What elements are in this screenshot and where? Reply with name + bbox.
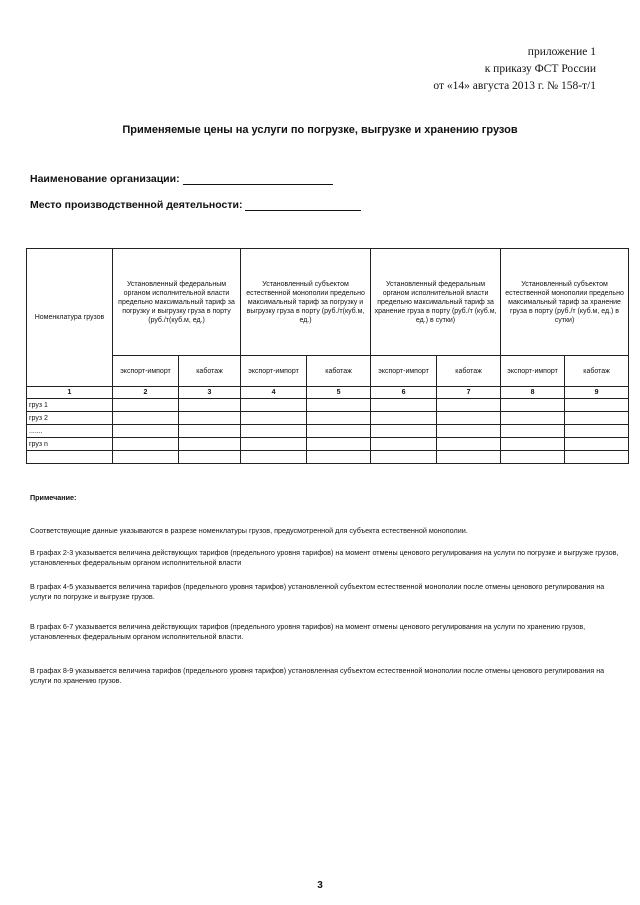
table-cell <box>371 399 437 412</box>
table-cell <box>371 425 437 438</box>
table-cell <box>565 451 629 464</box>
appendix-line-3: от «14» августа 2013 г. № 158-т/1 <box>433 80 596 92</box>
subheader-cabotage: каботаж <box>437 356 501 387</box>
column-number: 5 <box>307 387 371 399</box>
table-cell <box>241 438 307 451</box>
table-cell <box>371 412 437 425</box>
table-cell <box>179 399 241 412</box>
appendix-line-2: к приказу ФСТ России <box>484 63 596 75</box>
column-number: 9 <box>565 387 629 399</box>
table-cell <box>501 425 565 438</box>
table-cell <box>437 399 501 412</box>
table-cell <box>307 438 371 451</box>
document-title: Применяемые цены на услуги по погрузке, выгрузке и хранению грузов <box>122 124 518 136</box>
table-cell <box>241 451 307 464</box>
appendix-line-1: приложение 1 <box>527 46 596 58</box>
place-blank-line <box>245 198 361 211</box>
table-row <box>27 438 629 451</box>
column-number-row <box>27 387 629 399</box>
table-cell <box>179 425 241 438</box>
note-item <box>30 622 625 642</box>
column-number: 4 <box>241 387 307 399</box>
note-item <box>30 666 625 686</box>
table-cell <box>565 438 629 451</box>
table-cell <box>307 412 371 425</box>
table-cell <box>241 425 307 438</box>
notes-title: Примечание: <box>30 493 77 502</box>
subheader-cabotage: каботаж <box>307 356 371 387</box>
table-cell <box>501 399 565 412</box>
note-item <box>30 548 625 568</box>
subheader-export: экспорт-импорт <box>371 356 437 387</box>
row-label: ....... <box>27 425 113 438</box>
column-number: 6 <box>371 387 437 399</box>
table-cell <box>501 438 565 451</box>
table-cell <box>113 438 179 451</box>
table-cell <box>113 451 179 464</box>
table-row <box>27 425 629 438</box>
row-label: груз n <box>27 438 113 451</box>
note-text: В графах 2-3 указывается величина действующих тарифов (предельного уровня тарифов) на момент отмены ценового регулирования на услуги по погрузке и выгрузке грузов, установленных федеральным органом исполнительной власти <box>30 548 619 567</box>
subheader-export: экспорт-импорт <box>113 356 179 387</box>
table-cell <box>371 438 437 451</box>
table-cell <box>501 451 565 464</box>
table-cell <box>307 451 371 464</box>
table-cell <box>437 412 501 425</box>
note-text: В графах 8-9 указывается величина тарифов (предельного уровня тарифов) установленная субъектом естественной монополии после отмены ценового регулирования на услуги по хранению грузов. <box>30 666 605 685</box>
note-text: В графах 4-5 указывается величина тарифов (предельного уровня тарифов) установленной субъектом естественной монополии после отмены ценового регулирования на услуги по погрузке и выгрузке грузов. <box>30 582 605 601</box>
table-cell <box>565 425 629 438</box>
column-number: 8 <box>501 387 565 399</box>
table-row <box>27 399 629 412</box>
column-number: 2 <box>113 387 179 399</box>
table-cell <box>437 438 501 451</box>
table-cell <box>241 412 307 425</box>
table-cell <box>113 425 179 438</box>
note-text: В графах 6-7 указывается величина действующих тарифов (предельного уровня тарифов) на момент отмены ценового регулирования на услуги по хранению грузов, установленных федеральным органом исполнительной власти. <box>30 622 586 641</box>
subheader-cabotage: каботаж <box>565 356 629 387</box>
table-cell <box>113 399 179 412</box>
header-group-4: Установленный субъектом естественной монополии предельно максимальный тариф за хранение груза в порту (руб./т (куб.м, ед.) в сутки) <box>501 249 629 356</box>
table-row <box>27 451 629 464</box>
column-number: 7 <box>437 387 501 399</box>
table-cell <box>565 399 629 412</box>
table-cell <box>307 399 371 412</box>
table-cell <box>179 451 241 464</box>
column-number: 1 <box>27 387 113 399</box>
subheader-export: экспорт-импорт <box>241 356 307 387</box>
organization-field <box>30 172 333 185</box>
table-cell <box>179 412 241 425</box>
row-label: груз 1 <box>27 399 113 412</box>
table-row <box>27 412 629 425</box>
header-group-3: Установленный федеральным органом исполнительной власти предельно максимальный тариф за хранение груза в порту (руб./т (куб.м, ед.) в сутки) <box>371 249 501 356</box>
place-label: Место производственной деятельности: <box>30 199 243 211</box>
note-item <box>30 582 625 602</box>
subheader-cabotage: каботаж <box>179 356 241 387</box>
appendix-reference <box>356 44 596 95</box>
table-cell <box>437 451 501 464</box>
table-cell <box>437 425 501 438</box>
organization-label: Наименование организации: <box>30 173 180 185</box>
table-cell <box>565 412 629 425</box>
note-text: Соответствующие данные указываются в разрезе номенклатуры грузов, предусмотренной для субъекта естественной монополии. <box>30 526 468 535</box>
subheader-export: экспорт-импорт <box>501 356 565 387</box>
row-label: груз 2 <box>27 412 113 425</box>
table-cell <box>179 438 241 451</box>
page-number: 3 <box>317 880 323 891</box>
row-label <box>27 451 113 464</box>
note-item <box>30 526 625 536</box>
tariff-table <box>26 248 629 464</box>
organization-blank-line <box>183 172 333 185</box>
header-nomenclature: Номенклатура грузов <box>27 249 113 387</box>
header-group-1: Установленный федеральным органом исполнительной власти предельно максимальный тариф за погрузку и выгрузку груза в порту (руб./т(куб.м, ед.) <box>113 249 241 356</box>
table-cell <box>501 412 565 425</box>
table-cell <box>371 451 437 464</box>
table-cell <box>307 425 371 438</box>
table-cell <box>113 412 179 425</box>
column-number: 3 <box>179 387 241 399</box>
header-group-2: Установленный субъектом естественной монополии предельно максимальный тариф за погрузку и выгрузку груза в порту (руб./т(куб.м, ед.) <box>241 249 371 356</box>
place-field <box>30 198 361 211</box>
table-cell <box>241 399 307 412</box>
